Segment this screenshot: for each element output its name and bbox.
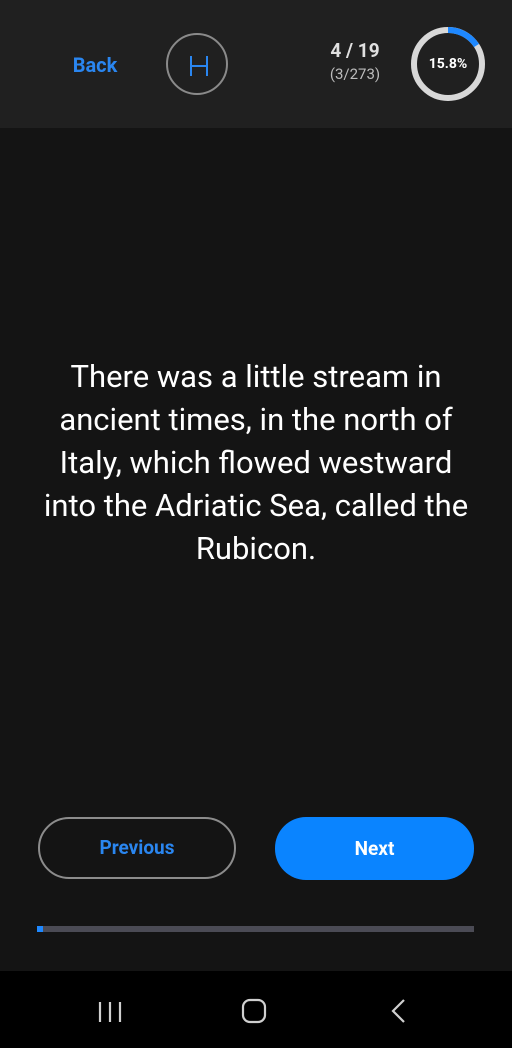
page-counter [310,40,400,83]
system-back-button[interactable] [358,971,438,1048]
home-icon [215,971,295,1048]
reading-text: There was a little stream in ancient times, in the north of Italy, which flowed westward into the Adriatic Sea, called the Rubicon. [43,358,469,567]
back-button[interactable]: Back [72,53,118,77]
back-chevron-icon [358,971,438,1048]
fit-width-button[interactable] [166,33,228,95]
chapter-counter: 4 / 19 [330,39,380,62]
progress-percent: 15.8% [428,56,468,72]
home-button[interactable] [215,971,295,1048]
reading-progress-fill [37,926,43,932]
fit-width-icon [168,35,230,97]
recent-apps-icon [71,971,151,1048]
progress-ring [410,26,486,102]
reading-progress-bar [37,926,474,932]
next-button[interactable]: Next [275,817,474,880]
previous-button[interactable]: Previous [38,817,236,879]
recent-apps-button[interactable] [71,971,151,1048]
sentence-counter: (3/273) [329,64,381,83]
system-nav-bar [0,971,512,1048]
top-bar [0,0,512,128]
